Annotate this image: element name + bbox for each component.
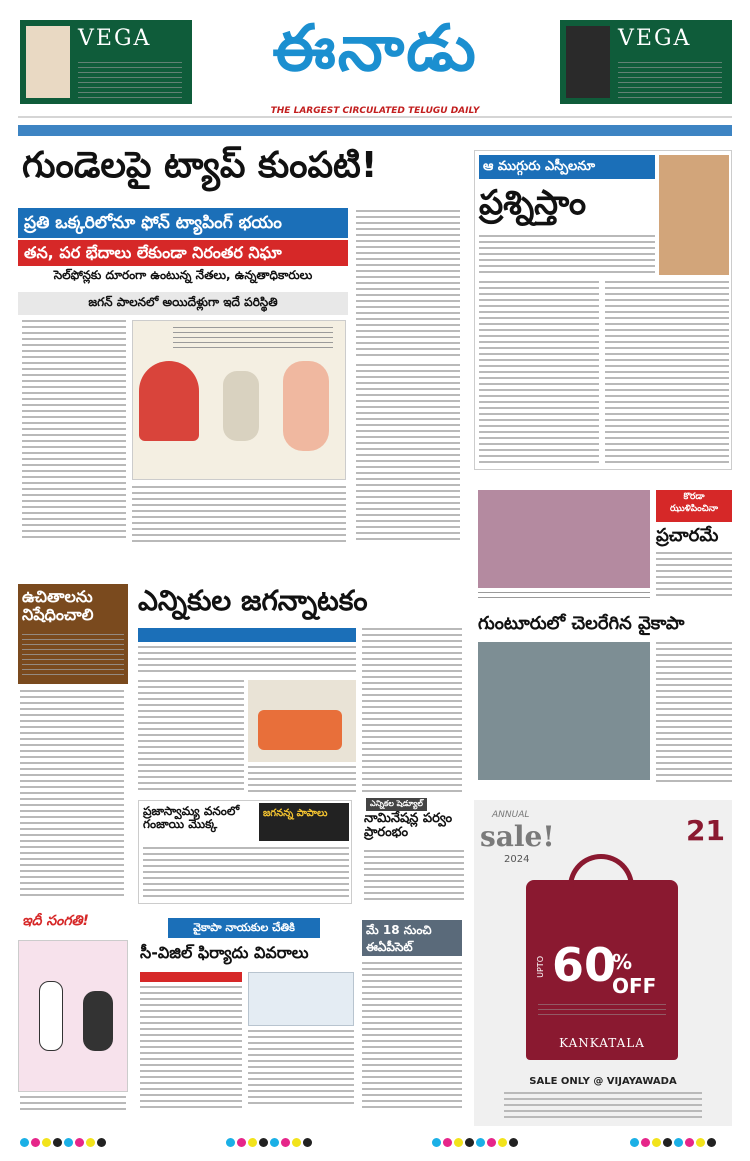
bottom-kicker: వైకాపా నాయకుల చేతికి <box>168 918 320 938</box>
ganja-story <box>138 800 352 904</box>
lead-column-4 <box>356 364 460 544</box>
lead-column-3 <box>356 210 460 360</box>
right-top-column-2 <box>605 281 729 467</box>
rally-photo-caption <box>478 592 650 602</box>
ganja-text <box>143 847 349 901</box>
guntur-text <box>656 642 732 782</box>
bottom-headline: సీ-విజిల్ ఫిర్యాదు వివరాలు <box>140 943 309 962</box>
cartoon-chair <box>139 361 199 441</box>
lead-column-1 <box>22 320 126 542</box>
registration-dots-1 <box>20 1132 108 1151</box>
lead-cartoon <box>132 320 346 480</box>
edition-strip <box>18 125 732 136</box>
ad-left-person <box>26 26 70 98</box>
mid-column-2 <box>248 766 356 792</box>
masthead-title: ఈనాడు <box>272 12 478 86</box>
ad-left[interactable] <box>20 20 192 104</box>
mid-deck <box>138 628 356 642</box>
bottom-column-2 <box>248 1030 354 1108</box>
sale-ad[interactable] <box>474 800 732 1126</box>
ad-right-text <box>618 62 722 98</box>
right-top-photo <box>659 155 729 275</box>
ad-right-person <box>566 26 610 98</box>
bottom-cartoon-caption <box>20 1096 126 1110</box>
cartoon-figure-2 <box>283 361 329 451</box>
lead-deck-2: తన, పర భేదాలు లేకుండా నిరంతర నిఘా <box>18 240 348 266</box>
ad-right[interactable] <box>560 20 732 104</box>
sale-contact <box>504 1092 702 1118</box>
sale-place: SALE ONLY @ VIJAYAWADA <box>529 1076 677 1087</box>
cartoon-caption <box>173 327 333 351</box>
sale-percent: 60 <box>552 938 617 992</box>
bottom-cartoon-figure-1 <box>39 981 63 1051</box>
lead-deck-4: జగన్ పాలనలో అయిదేళ్లుగా ఇదే పరిస్థితి <box>18 292 348 315</box>
bottom-column-1 <box>140 986 242 1108</box>
registration-dots-3 <box>432 1132 520 1151</box>
lead-deck-3: సెల్‌ఫోన్లకు దూరంగా ఉంటున్న నేతలు, ఉన్నతాధికారులు <box>53 268 313 282</box>
eapcet-headline: మే 18 నుంచి ఈఏపీసెట్ <box>362 920 462 956</box>
sale-year: 2024 <box>504 854 530 865</box>
ad-left-text <box>78 62 182 98</box>
nomination-headline: నామినేషన్ల పర్వం ప్రారంభం <box>364 811 453 841</box>
ganja-logo: జగనన్న పాపాలు <box>259 803 349 841</box>
masthead-tagline: THE LARGEST CIRCULATED TELUGU DAILY <box>270 106 480 116</box>
mid-bullets <box>138 646 356 672</box>
right-top-story <box>474 150 732 470</box>
mid-illustration-shape <box>258 710 342 750</box>
dateline <box>18 116 732 122</box>
ad-left-logo: VEGA <box>78 26 152 51</box>
cartoon-label: ఇదీ సంగతి! <box>22 913 89 929</box>
registration-bar <box>20 1130 732 1144</box>
sale-off: % OFF <box>612 950 657 998</box>
rally-text <box>656 552 732 600</box>
rally-label: కొరడా ఝుళిపించినా <box>656 490 732 522</box>
sale-years: 21 <box>686 814 725 847</box>
sale-word: sale! <box>480 820 555 853</box>
sale-brand: KANKATALA <box>559 1036 645 1050</box>
eapcet-text <box>362 962 462 1108</box>
registration-dots-4 <box>630 1132 718 1151</box>
rally-photo <box>478 490 650 588</box>
bottom-subdeck <box>140 972 242 982</box>
lead-column-2 <box>132 486 346 544</box>
right-top-column-1 <box>479 281 599 467</box>
right-top-headline: ప్రశ్నిస్తాం <box>479 183 587 223</box>
rally-headline: ప్రచారమే <box>656 525 719 546</box>
left-box <box>18 584 128 684</box>
lead-headline <box>22 146 462 186</box>
lead-deck-1: ప్రతి ఒక్కరిలోనూ ఫోన్ ట్యాపింగ్ భయం <box>18 208 348 238</box>
bottom-cartoon-figure-2 <box>83 991 113 1051</box>
sale-upto: UPTO <box>536 956 545 978</box>
left-box-headline: ఉచితాలను నిషేధించాలి <box>22 587 94 624</box>
nomination-text <box>364 850 464 904</box>
ganja-headline: ప్రజాస్వామ్య వనంలో గంజాయి మొక్క <box>143 804 240 832</box>
sale-bag-handle <box>568 854 634 894</box>
guntur-photo <box>478 642 650 780</box>
sale-bag <box>526 880 678 1060</box>
mid-headline: ఎన్నికుల జగన్నాటకం <box>138 584 368 617</box>
left-column <box>20 690 124 900</box>
left-box-deck <box>22 634 124 678</box>
cartoon-figure-1 <box>223 371 259 441</box>
ad-right-logo: VEGA <box>618 26 692 51</box>
lead-headline-text: గుండెలపై ట్యాప్ కుంపటి! <box>22 145 378 186</box>
sale-annual: ANNUAL <box>492 810 530 820</box>
registration-dots-2 <box>226 1132 314 1151</box>
bottom-cartoon <box>18 940 128 1092</box>
bottom-screenshot <box>248 972 354 1026</box>
right-top-kicker: ఆ ముగ్గురు ఎస్పీలనూ <box>479 155 655 179</box>
sale-bag-text <box>538 1004 666 1018</box>
mid-illustration <box>248 680 356 762</box>
right-top-deck <box>479 235 655 275</box>
mid-column-1 <box>138 680 244 790</box>
guntur-headline: గుంటూరులో చెలరేగిన వైకాపా <box>478 613 685 634</box>
nomination-tag: ఎన్నికల షెడ్యూల్ <box>366 798 427 811</box>
mid-column-3 <box>362 628 462 792</box>
